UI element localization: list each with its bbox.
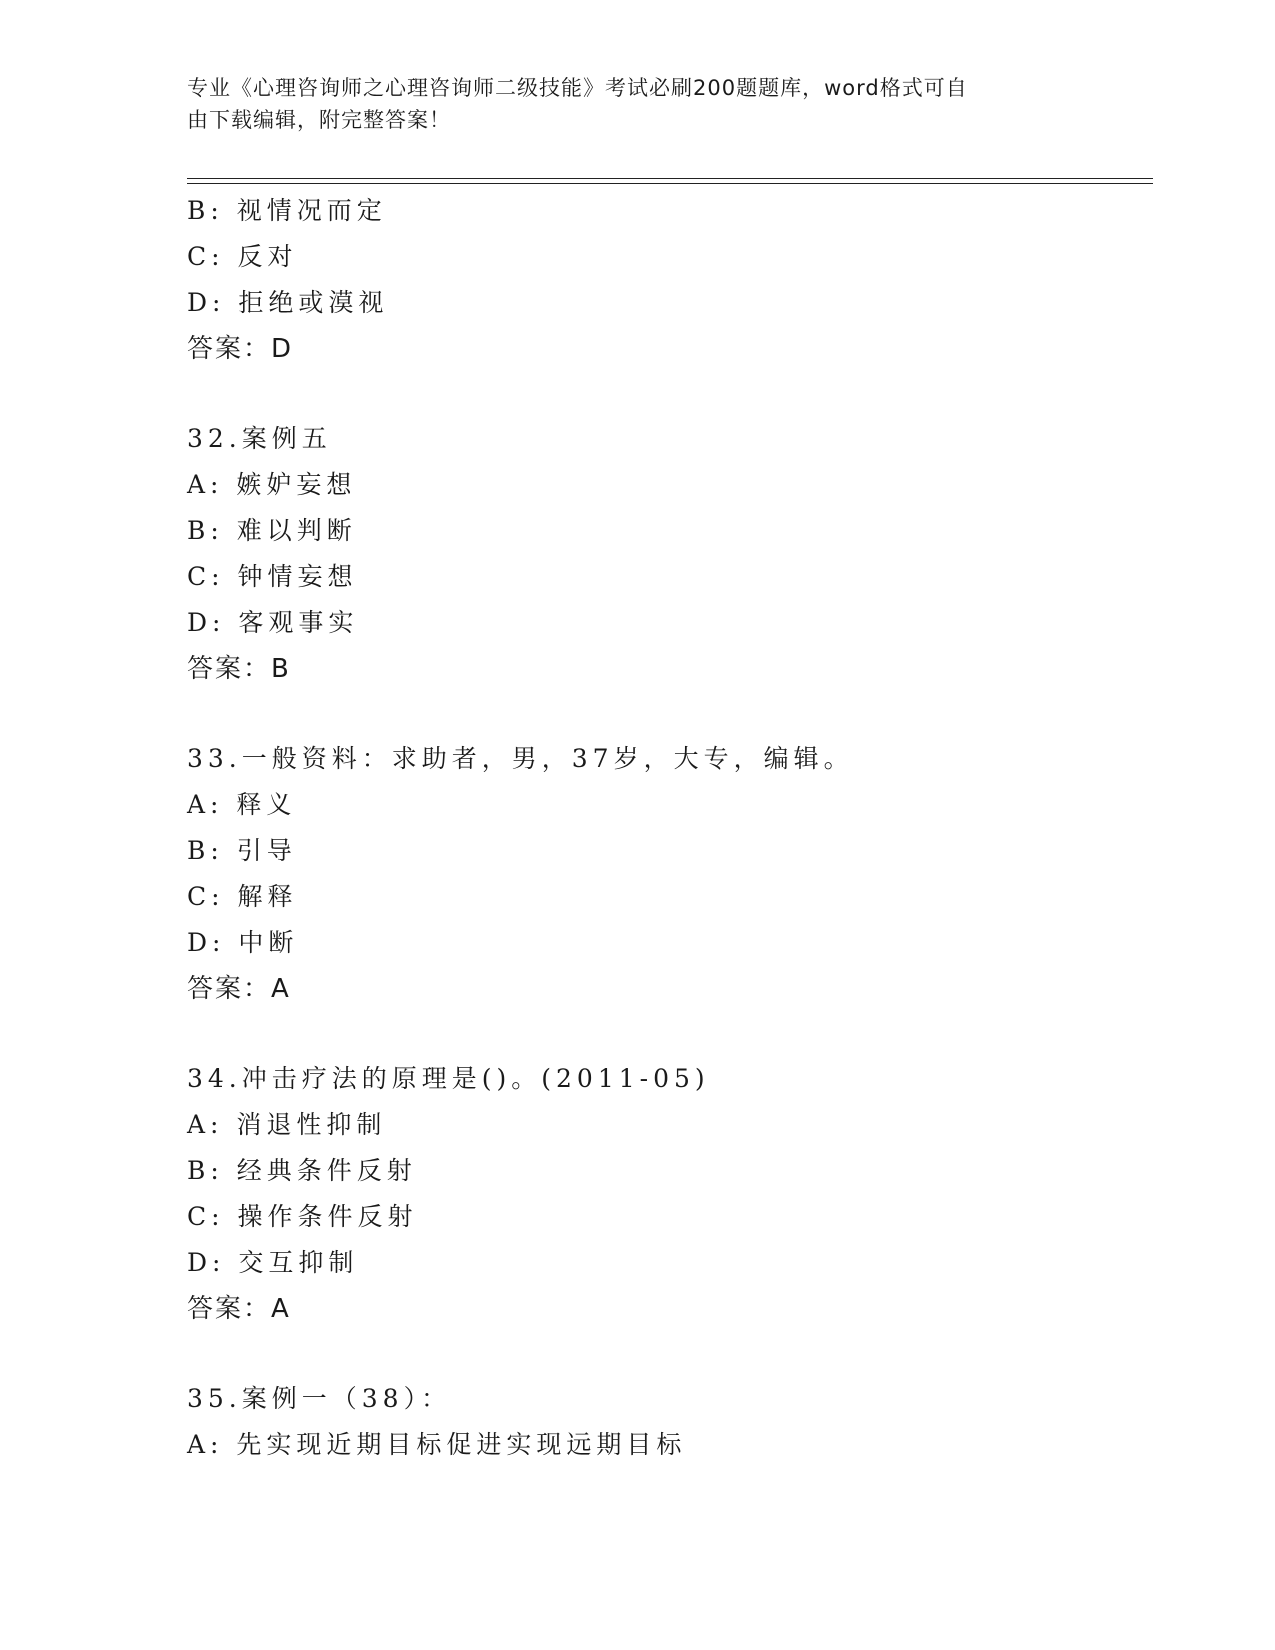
option-line: A: 先实现近期目标促进实现远期目标 <box>187 1430 687 1459</box>
header-line-2: 由下载编辑，附完整答案！ <box>187 108 451 132</box>
option-line: C: 钟情妄想 <box>187 562 358 591</box>
option-line: A: 释义 <box>187 790 297 819</box>
option-line: D: 拒绝或漠视 <box>187 288 389 317</box>
answer-line: 答案：B <box>187 654 291 684</box>
question-title: 35.案例一（38）： <box>187 1384 452 1413</box>
answer-line: 答案：A <box>187 974 291 1004</box>
spacer <box>187 1012 1147 1056</box>
answer-line: 答案：A <box>187 1294 291 1324</box>
option-line: B: 视情况而定 <box>187 196 387 225</box>
option-line: B: 难以判断 <box>187 516 357 545</box>
option-line: C: 操作条件反射 <box>187 1202 418 1231</box>
header-rule-bottom <box>187 183 1153 184</box>
spacer <box>187 372 1147 416</box>
option-line: D: 中断 <box>187 928 299 957</box>
question-title: 32.案例五 <box>187 424 332 453</box>
option-line: B: 引导 <box>187 836 297 865</box>
question-list <box>187 188 1147 1468</box>
option-line: C: 解释 <box>187 882 298 911</box>
option-line: A: 消退性抑制 <box>187 1110 387 1139</box>
option-line: D: 客观事实 <box>187 608 359 637</box>
document-header <box>187 72 1077 136</box>
spacer <box>187 692 1147 736</box>
header-rule-top <box>187 178 1153 179</box>
option-line: B: 经典条件反射 <box>187 1156 417 1185</box>
header-line-1: 专业《心理咨询师之心理咨询师二级技能》考试必刷200题题库，word格式可自 <box>187 76 968 100</box>
option-line: D: 交互抑制 <box>187 1248 359 1277</box>
option-line: C: 反对 <box>187 242 298 271</box>
question-title: 34.冲击疗法的原理是()。(2011-05) <box>187 1064 710 1093</box>
answer-line: 答案：D <box>187 334 294 364</box>
spacer <box>187 1332 1147 1376</box>
option-line: A: 嫉妒妄想 <box>187 470 357 499</box>
question-title: 33.一般资料：求助者，男，37岁，大专，编辑。 <box>187 744 854 773</box>
